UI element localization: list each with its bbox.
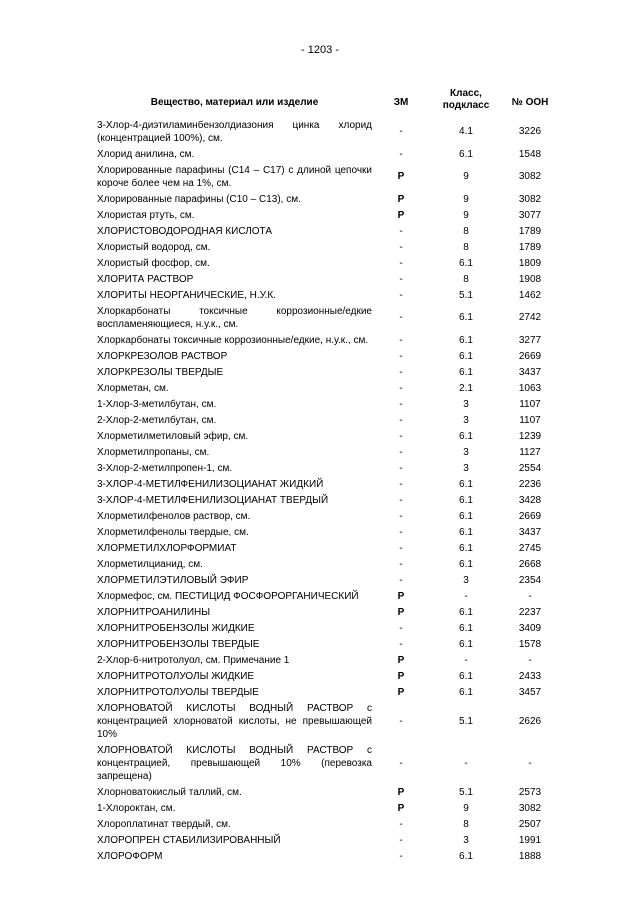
- row-class: 6.1: [459, 526, 473, 538]
- row-name: Хлорметилфенолов раствор, см.: [97, 510, 251, 522]
- row-name: Хлороплатинат твердый, см.: [97, 818, 231, 830]
- row-name: Хлорид анилина, см.: [97, 148, 195, 160]
- row-class: 9: [463, 209, 469, 221]
- row-name: Хлорметилметиловый эфир, см.: [97, 430, 249, 442]
- row-class: 6.1: [459, 850, 473, 862]
- row-zm: -: [399, 574, 403, 586]
- table-row: [97, 428, 555, 444]
- row-zm: -: [399, 257, 403, 269]
- table-row: [97, 364, 555, 380]
- row-class: 6.1: [459, 312, 473, 323]
- row-un-number: 2626: [518, 715, 542, 727]
- row-class: 3: [463, 398, 469, 410]
- row-class: 3: [463, 574, 469, 586]
- row-name: Хлорированные парафины (C14 – C17) с длиной цепочки короче более чем на 1%, см.: [97, 164, 372, 189]
- row-name: ХЛОРИТЫ НЕОРГАНИЧЕСКИЕ, Н.У.К.: [97, 289, 276, 301]
- row-un-number: 3437: [518, 526, 542, 538]
- row-un-number: 3409: [518, 622, 542, 634]
- row-name: Хлористая ртуть, см.: [97, 209, 195, 221]
- row-un-number: 1063: [518, 382, 542, 394]
- row-un-number: 2237: [518, 606, 542, 618]
- header-name: Вещество, материал или изделие: [150, 97, 319, 108]
- row-class: 6.1: [459, 257, 473, 269]
- row-un-number: 2236: [518, 478, 542, 490]
- row-zm: -: [399, 494, 403, 506]
- row-zm: P: [397, 171, 405, 182]
- row-un-number: 3077: [518, 209, 542, 221]
- table-row: [97, 287, 555, 303]
- row-class: 6.1: [459, 542, 473, 554]
- row-class: 9: [463, 171, 469, 182]
- row-zm: -: [399, 126, 403, 137]
- row-un-number: 2433: [518, 670, 542, 682]
- row-un-number: 1888: [518, 850, 542, 862]
- row-class: -: [464, 590, 468, 602]
- table-row: [97, 684, 555, 700]
- row-name: ХЛОРМЕТИЛХЛОРФОРМИАТ: [97, 542, 237, 554]
- row-name: ХЛОРНИТРОБЕНЗОЛЫ ТВЕРДЫЕ: [97, 638, 260, 650]
- row-class: 8: [463, 241, 469, 253]
- row-zm: -: [399, 558, 403, 570]
- row-zm: P: [397, 802, 405, 814]
- table-row: [97, 412, 555, 428]
- row-name: ХЛОРОПРЕН СТАБИЛИЗИРОВАННЫЙ: [97, 834, 281, 846]
- row-un-number: 2507: [518, 818, 542, 830]
- table-row: [97, 191, 555, 207]
- row-name: ХЛОРМЕТИЛЭТИЛОВЫЙ ЭФИР: [97, 574, 249, 586]
- row-un-number: 1239: [518, 430, 542, 442]
- table-row: [97, 460, 555, 476]
- table-row: [97, 636, 555, 652]
- row-name: Хлормефос, см. ПЕСТИЦИД ФОСФОРОРГАНИЧЕСКИЙ: [97, 590, 359, 602]
- row-zm: -: [399, 225, 403, 237]
- table-row: [97, 588, 555, 604]
- row-un-number: 2669: [518, 350, 542, 362]
- row-class: 6.1: [459, 350, 473, 362]
- row-class: 6.1: [459, 494, 473, 506]
- row-class: 8: [463, 273, 469, 285]
- row-class: 6.1: [459, 334, 473, 346]
- row-class: 5.1: [459, 786, 473, 798]
- row-un-number: 1789: [518, 241, 542, 253]
- row-zm: -: [399, 350, 403, 362]
- table-row: [97, 332, 555, 348]
- row-class: 6.1: [459, 638, 473, 650]
- row-class: 6.1: [459, 478, 473, 490]
- row-name: Хлорметилфенолы твердые, см.: [97, 526, 249, 538]
- row-name: ХЛОРКРЕЗОЛЫ ТВЕРДЫЕ: [97, 366, 224, 378]
- row-un-number: 1107: [519, 414, 541, 426]
- header-un-number: № ООН: [511, 97, 549, 108]
- row-name: 2-Хлор-6-нитротолуол, см. Примечание 1: [97, 654, 290, 666]
- row-zm: -: [399, 818, 403, 830]
- row-class: 6.1: [459, 670, 473, 682]
- row-un-number: 3437: [518, 366, 542, 378]
- row-un-number: 1789: [518, 225, 542, 237]
- row-class: 8: [463, 225, 469, 237]
- table-row: [97, 162, 555, 191]
- table-row: [97, 556, 555, 572]
- row-name: 2-Хлор-2-метилбутан, см.: [97, 414, 217, 426]
- row-class: 6.1: [459, 366, 473, 378]
- header-class-line1: Класс,: [450, 88, 482, 99]
- row-name: ХЛОРКРЕЗОЛОВ РАСТВОР: [97, 350, 228, 362]
- row-un-number: 2354: [518, 574, 542, 586]
- row-name: ХЛОРНИТРОАНИЛИНЫ: [97, 606, 211, 618]
- row-zm: -: [399, 510, 403, 522]
- row-name: 3-Хлор-4-диэтиламинбензолдиазония цинка хлорид (концентрацией 100%), см.: [97, 119, 372, 144]
- row-class: 6.1: [459, 686, 473, 698]
- table-row: [97, 742, 555, 784]
- row-name: Хлорметилцианид, см.: [97, 558, 203, 570]
- row-zm: -: [399, 757, 403, 769]
- header-zm: ЗМ: [393, 97, 409, 108]
- row-name: Хлоркарбонаты токсичные коррозионные/едкие, н.у.к., см.: [97, 334, 369, 346]
- row-class: 3: [463, 834, 469, 846]
- row-zm: -: [399, 148, 403, 160]
- row-un-number: 1578: [518, 638, 542, 650]
- table-row: [97, 207, 555, 223]
- table-row: [97, 540, 555, 556]
- table-row: [97, 800, 555, 816]
- row-un-number: -: [528, 757, 532, 769]
- row-name: ХЛОРНИТРОБЕНЗОЛЫ ЖИДКИЕ: [97, 622, 255, 634]
- row-class: 9: [463, 193, 469, 205]
- row-zm: -: [399, 834, 403, 846]
- row-zm: -: [399, 382, 403, 394]
- row-class: -: [464, 757, 468, 769]
- row-zm: P: [397, 193, 405, 205]
- row-zm: -: [399, 241, 403, 253]
- table-row: [97, 476, 555, 492]
- row-class: 3: [463, 462, 469, 474]
- row-name: ХЛОРНОВАТОЙ КИСЛОТЫ ВОДНЫЙ РАСТВОР с концентрацией хлорноватой кислоты, не превышающей 10%: [97, 702, 372, 740]
- row-zm: -: [399, 312, 403, 323]
- row-zm: -: [399, 462, 403, 474]
- row-zm: P: [397, 670, 405, 682]
- row-un-number: -: [528, 654, 532, 666]
- row-name: Хлорметан, см.: [97, 382, 169, 394]
- row-un-number: 3082: [518, 171, 542, 182]
- row-un-number: 2745: [518, 542, 542, 554]
- row-name: Хлорноватокислый таллий, см.: [97, 786, 242, 798]
- table-row: [97, 146, 555, 162]
- row-name: ХЛОРНИТРОТОЛУОЛЫ ТВЕРДЫЕ: [97, 686, 259, 698]
- row-zm: -: [399, 366, 403, 378]
- row-zm: -: [399, 398, 403, 410]
- table-row: [97, 444, 555, 460]
- table-row: [97, 255, 555, 271]
- row-class: -: [464, 654, 468, 666]
- row-name: 1-Хлор-3-метилбутан, см.: [97, 398, 217, 410]
- row-name: ХЛОРОФОРМ: [97, 850, 163, 862]
- header-class-line2: подкласс: [442, 100, 490, 111]
- row-name: Хлорметилпропаны, см.: [97, 446, 210, 458]
- row-name: Хлористый фосфор, см.: [97, 257, 210, 269]
- table-row: [97, 652, 555, 668]
- table-row: [97, 492, 555, 508]
- row-zm: P: [397, 209, 405, 221]
- table-row: [97, 271, 555, 287]
- table-row: [97, 508, 555, 524]
- table-row: [97, 848, 555, 864]
- row-un-number: 3277: [518, 334, 542, 346]
- row-name: 3-Хлор-2-метилпропен-1, см.: [97, 462, 233, 474]
- table-header: [97, 88, 555, 118]
- row-zm: -: [399, 478, 403, 490]
- row-un-number: 2668: [518, 558, 542, 570]
- row-un-number: 1462: [518, 289, 542, 301]
- row-name: Хлорированные парафины (C10 – C13), см.: [97, 193, 301, 205]
- row-zm: P: [397, 606, 405, 618]
- row-zm: P: [397, 590, 405, 602]
- row-un-number: 1908: [518, 273, 542, 285]
- row-un-number: 3457: [518, 686, 542, 698]
- row-class: 8: [463, 818, 469, 830]
- row-zm: -: [399, 526, 403, 538]
- row-zm: P: [397, 654, 405, 666]
- row-class: 6.1: [459, 558, 473, 570]
- table-row: [97, 303, 555, 332]
- table-row: [97, 348, 555, 364]
- row-class: 3: [463, 414, 469, 426]
- row-name: ХЛОРНИТРОТОЛУОЛЫ ЖИДКИЕ: [97, 670, 255, 682]
- table-row: [97, 572, 555, 588]
- table-row: [97, 239, 555, 255]
- row-zm: P: [397, 786, 405, 798]
- table-row: [97, 524, 555, 540]
- row-class: 3: [463, 446, 469, 458]
- row-name: ХЛОРНОВАТОЙ КИСЛОТЫ ВОДНЫЙ РАСТВОР с концентрацией, превышающей 10% (перевозка запрещена): [97, 744, 372, 782]
- row-un-number: 2573: [518, 786, 542, 798]
- row-un-number: 2554: [518, 462, 542, 474]
- row-name: ХЛОРИТА РАСТВОР: [97, 273, 194, 285]
- row-un-number: 2742: [518, 312, 542, 323]
- row-zm: -: [399, 430, 403, 442]
- row-un-number: 3082: [518, 193, 542, 205]
- row-un-number: 2669: [518, 510, 542, 522]
- row-un-number: 1107: [519, 398, 541, 410]
- substance-table: [97, 88, 555, 862]
- row-class: 6.1: [459, 606, 473, 618]
- row-zm: -: [399, 334, 403, 346]
- row-un-number: 1991: [518, 834, 542, 846]
- row-class: 6.1: [459, 430, 473, 442]
- row-class: 4.1: [459, 126, 473, 137]
- table-row: [97, 832, 555, 848]
- table-row: [97, 668, 555, 684]
- header-class: [432, 88, 500, 112]
- row-zm: -: [399, 273, 403, 285]
- row-name: 3-ХЛОР-4-МЕТИЛФЕНИЛИЗОЦИАНАТ ЖИДКИЙ: [97, 478, 324, 490]
- row-un-number: -: [528, 590, 532, 602]
- row-name: 3-ХЛОР-4-МЕТИЛФЕНИЛИЗОЦИАНАТ ТВЕРДЫЙ: [97, 494, 329, 506]
- table-row: [97, 784, 555, 800]
- row-name: Хлористый водород, см.: [97, 241, 211, 253]
- row-class: 9: [463, 802, 469, 814]
- table-row: [97, 223, 555, 239]
- table-row: [97, 816, 555, 832]
- table-row: [97, 700, 555, 742]
- row-zm: P: [397, 686, 405, 698]
- row-class: 5.1: [459, 715, 473, 727]
- row-name: 1-Хлороктан, см.: [97, 802, 176, 814]
- row-class: 5.1: [459, 289, 473, 301]
- row-un-number: 3428: [518, 494, 542, 506]
- row-name: Хлоркарбонаты токсичные коррозионные/едкие воспламеняющиеся, н.у.к., см.: [97, 305, 372, 330]
- row-zm: -: [399, 446, 403, 458]
- row-zm: -: [399, 542, 403, 554]
- row-class: 6.1: [459, 148, 473, 160]
- table-row: [97, 604, 555, 620]
- row-zm: -: [399, 622, 403, 634]
- page-number: - 1203 -: [301, 44, 339, 56]
- row-zm: -: [399, 414, 403, 426]
- row-un-number: 3226: [518, 126, 542, 137]
- row-class: 6.1: [459, 510, 473, 522]
- table-row: [97, 396, 555, 412]
- row-name: ХЛОРИСТОВОДОРОДНАЯ КИСЛОТА: [97, 225, 273, 237]
- row-zm: -: [399, 715, 403, 727]
- row-un-number: 1548: [518, 148, 542, 160]
- row-class: 6.1: [459, 622, 473, 634]
- row-un-number: 1809: [518, 257, 542, 269]
- row-un-number: 1127: [519, 446, 541, 458]
- table-row: [97, 620, 555, 636]
- table-row: [97, 117, 555, 146]
- row-zm: -: [399, 638, 403, 650]
- table-row: [97, 380, 555, 396]
- table-body: [97, 117, 555, 864]
- row-class: 2.1: [459, 382, 473, 394]
- row-un-number: 3082: [518, 802, 542, 814]
- row-zm: -: [399, 289, 403, 301]
- row-zm: -: [399, 850, 403, 862]
